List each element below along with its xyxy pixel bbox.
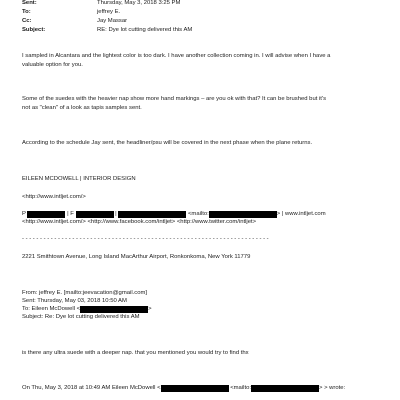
redaction-box xyxy=(27,211,65,218)
quoted-to xyxy=(22,306,152,313)
redaction-box xyxy=(118,211,186,218)
sent-label: Sent: xyxy=(22,0,37,6)
quoted-sent: Sent: Thursday, May 03, 2018 10:50 AM xyxy=(22,298,127,304)
quoted-message: is there any ultra suede with a deeper nap. that you mentioned you would try to find thx xyxy=(22,350,249,356)
redaction-box xyxy=(251,385,319,392)
quoted-from: From: jeffrey E. [mailto:jeevacation@gmail.com] xyxy=(22,290,148,296)
cc-value: Jay Massar xyxy=(97,18,128,24)
body-paragraph-3: According to the schedule Jay sent, the headliner/psu will be covered in the next phase when the plane returns. xyxy=(22,140,313,146)
redaction-box xyxy=(80,306,148,313)
cc-label: Cc: xyxy=(22,18,32,24)
signature-name: EILEEN MCDOWELL | INTERIOR DESIGN xyxy=(22,176,136,182)
quoted-to-prefix: To: Eileen McDowell < xyxy=(22,306,81,312)
to-label: To: xyxy=(22,9,31,15)
to-value: jeffrey E. xyxy=(97,9,121,15)
wrote-prefix: On Thu, May 3, 2018 at 10:49 AM Eileen McDowell < xyxy=(22,385,161,391)
wrote-mailto: <mailto: xyxy=(230,385,251,391)
signature-url: <http://www.intljet.com/> xyxy=(22,194,86,200)
subject-value: RE: Dye lot cutting delivered this AM xyxy=(97,27,193,33)
mailto-prefix: <mailto: xyxy=(187,211,209,217)
quoted-to-suffix: > xyxy=(148,306,152,312)
subject-label: Subject: xyxy=(22,27,46,33)
separator: | xyxy=(115,211,117,217)
sent-value: Thursday, May 3, 2018 3:25 PM xyxy=(97,0,181,6)
redaction-box xyxy=(209,211,277,218)
body-paragraph-1-cont: valuable option for you. xyxy=(22,62,83,68)
fax-label: | F xyxy=(67,211,74,217)
quoted-subject: Subject: Re: Dye lot cutting delivered this AM xyxy=(22,314,140,320)
signature-contact-line xyxy=(22,211,326,218)
body-paragraph-2: Some of the suedes with the heavier nap show more hand markings – are you ok with that? It can be brushed but it's xyxy=(22,96,327,102)
website-tail: > | www.intljet.com xyxy=(276,211,326,217)
signature-links: <http://www.intljet.com/> <http://www.facebook.com/intljet> <http://www.twitter.com/intljet> xyxy=(22,219,257,225)
redaction-box xyxy=(161,385,229,392)
signature-divider: - - - - - - - - - - - - - - - - - - - - - - - - - - - - - - - - - - - - - - - - - - - - - - - - - - - - - - - - - - - - - - - - - - - - - xyxy=(22,236,269,242)
signature-address: 2221 Smithtown Avenue, Long Island MacArthur Airport, Ronkonkoma, New York 11779 xyxy=(22,254,251,260)
body-paragraph-2-cont: not as "clean" of a look as tapis samples sent. xyxy=(22,105,142,111)
quoted-wrote-line xyxy=(22,385,345,392)
redaction-box xyxy=(76,211,114,218)
wrote-suffix: > > wrote: xyxy=(319,385,346,391)
phone-label: P xyxy=(22,211,26,217)
body-paragraph-1: I sampled in Alcantara and the lightest color is too dark. I have another collection coming in. I will advise when I have a xyxy=(22,53,331,59)
